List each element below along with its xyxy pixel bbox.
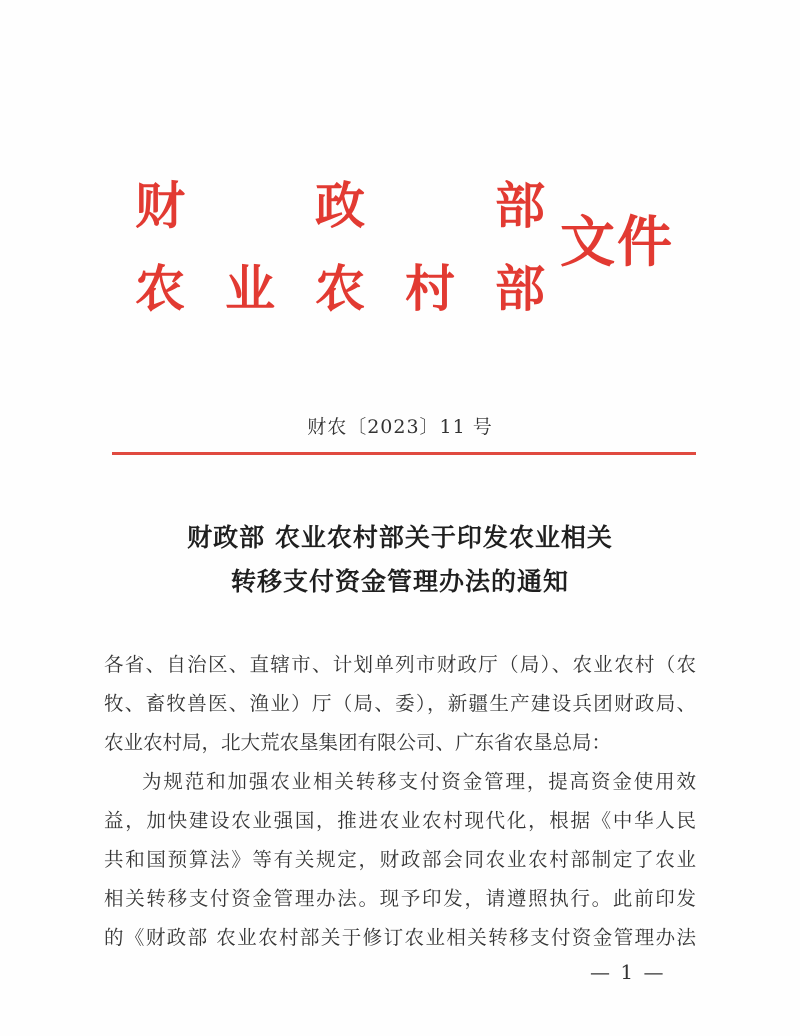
issuer-char: 农	[135, 259, 185, 318]
body-line: 牧、畜牧兽医、渔业）厅（局、委），新疆生产建设兵团财政局、	[104, 692, 696, 715]
issuer-char: 农	[315, 259, 365, 318]
issuer-char: 村	[405, 259, 455, 318]
body-line: 共和国预算法》等有关规定，财政部会同农业农村部制定了农业	[104, 848, 696, 871]
body-line: 各省、自治区、直辖市、计划单列市财政厅（局）、农业农村（农	[104, 653, 696, 676]
document-title-line2: 转移支付资金管理办法的通知	[230, 567, 569, 596]
document-type-label: 文件	[560, 209, 675, 274]
body-line: 农业农村局，北大荒农垦集团有限公司、广东省农垦总局：	[104, 731, 612, 754]
document-title-line1: 财政部 农业农村部关于印发农业相关	[187, 523, 613, 552]
body-line: 为规范和加强农业相关转移支付资金管理，提高资金使用效	[142, 770, 696, 793]
issuer-char: 部	[495, 259, 545, 318]
issuer-char: 政	[315, 176, 365, 235]
issuer-char: 财	[135, 176, 185, 235]
body-line: 相关转移支付资金管理办法。现予印发，请遵照执行。此前印发	[104, 887, 696, 910]
document-number: 财农〔2023〕11 号	[307, 416, 493, 438]
issuer-line-agriculture	[135, 255, 545, 318]
body-line: 益，加快建设农业强国，推进农业农村现代化，根据《中华人民	[104, 809, 696, 832]
issuer-char: 业	[225, 259, 275, 318]
issuer-char: 部	[495, 176, 545, 235]
red-divider	[112, 452, 696, 455]
page-number: — 1 —	[590, 960, 666, 984]
issuer-line-finance	[135, 172, 545, 235]
body-line: 的《财政部 农业农村部关于修订农业相关转移支付资金管理办法	[104, 926, 696, 949]
